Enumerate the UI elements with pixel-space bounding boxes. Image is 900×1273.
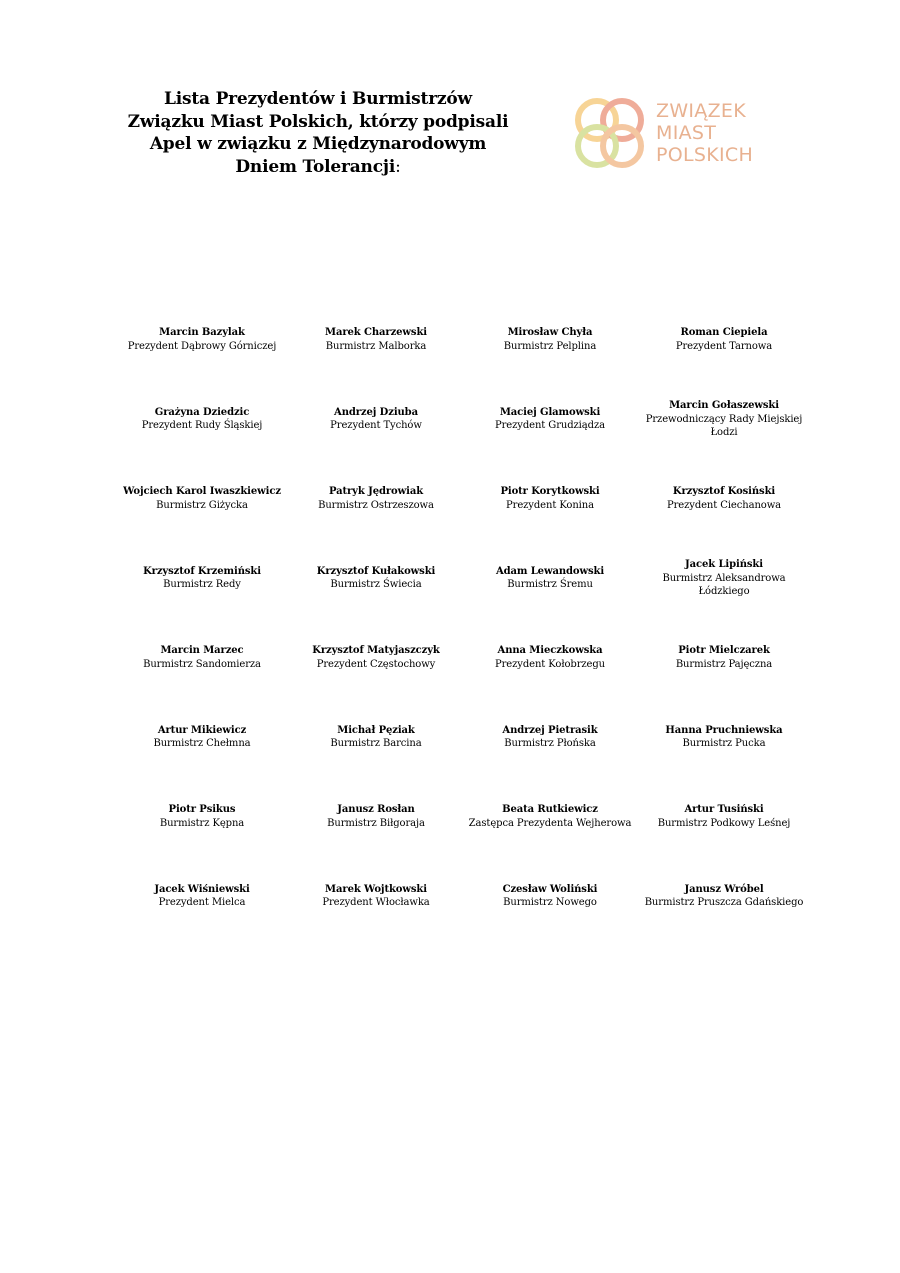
signatory-entry bbox=[115, 857, 289, 937]
signatory-entry bbox=[115, 698, 289, 778]
signatory-name: Piotr Korytkowski bbox=[500, 486, 600, 498]
signatory-name: Janusz Wróbel bbox=[684, 883, 764, 895]
signatory-name: Patryk Jędrowiak bbox=[328, 486, 424, 498]
interlocking-rings-icon bbox=[570, 94, 654, 176]
signatory-name: Artur Mikiewicz bbox=[157, 724, 247, 736]
signatory-role: Prezydent Mielca bbox=[158, 897, 246, 909]
signatory-entry bbox=[115, 459, 289, 539]
signatory-name: Marcin Bazylak bbox=[159, 327, 245, 339]
signatory-entry bbox=[463, 857, 637, 937]
signatory-role: Burmistrz Nowego bbox=[503, 897, 597, 909]
signatory-role: Prezydent Tychów bbox=[330, 420, 422, 432]
signatory-entry bbox=[289, 539, 463, 619]
logo-line-2: MIAST bbox=[656, 122, 717, 144]
signatory-entry bbox=[637, 618, 811, 698]
signatory-name: Grażyna Dziedzic bbox=[154, 406, 250, 418]
signatory-role: Burmistrz Kępna bbox=[159, 817, 245, 829]
signatory-name: Marek Wojtkowski bbox=[325, 883, 427, 895]
signatory-entry bbox=[463, 380, 637, 460]
signatory-role: Burmistrz Pucka bbox=[682, 738, 766, 750]
signatory-role: Prezydent Konina bbox=[506, 499, 594, 511]
signatory-name: Andrzej Dziuba bbox=[334, 406, 418, 418]
signatory-entry bbox=[289, 618, 463, 698]
signatory-entry bbox=[289, 777, 463, 857]
signatory-role: Burmistrz Pelplina bbox=[503, 340, 597, 352]
signatory-role: Zastępca Prezydenta Wejherowa bbox=[468, 817, 632, 829]
signatory-role: Burmistrz Malborka bbox=[325, 340, 427, 352]
signatory-name: Krzysztof Kosiński bbox=[672, 486, 776, 498]
signatory-role: Burmistrz Ostrzeszowa bbox=[318, 499, 434, 511]
signatory-name: Michał Pęziak bbox=[337, 724, 415, 736]
signatory-role: Burmistrz Podkowy Leśnej bbox=[657, 817, 791, 829]
signatory-role: Prezydent Kołobrzegu bbox=[495, 658, 605, 670]
signatory-role: Przewodniczący Rady Miejskiej Łodzi bbox=[645, 413, 803, 438]
signatory-name: Janusz Rosłan bbox=[337, 804, 415, 816]
signatory-name: Artur Tusiński bbox=[684, 804, 764, 816]
signatory-entry bbox=[463, 459, 637, 539]
signatory-role: Burmistrz Redy bbox=[163, 579, 241, 591]
signatory-name: Mirosław Chyła bbox=[507, 327, 593, 339]
signatory-name: Krzysztof Matyjaszczyk bbox=[312, 645, 440, 657]
signatory-entry bbox=[637, 777, 811, 857]
signatory-entry bbox=[463, 618, 637, 698]
signatory-entry bbox=[637, 300, 811, 380]
signatory-role: Prezydent Częstochowy bbox=[316, 658, 436, 670]
signatory-entry bbox=[637, 539, 811, 619]
signatory-role: Burmistrz Pajęczna bbox=[675, 658, 773, 670]
signatory-role: Prezydent Rudy Śląskiej bbox=[141, 420, 263, 432]
signatory-entry bbox=[289, 698, 463, 778]
zmp-logo bbox=[570, 94, 760, 176]
title-colon: : bbox=[395, 156, 401, 177]
signatories-grid bbox=[115, 300, 815, 936]
title-line-4-text: Dniem Tolerancji bbox=[235, 156, 396, 177]
signatory-name: Krzysztof Kułakowski bbox=[316, 565, 436, 577]
signatory-entry bbox=[637, 459, 811, 539]
signatory-role: Burmistrz Biłgoraja bbox=[327, 817, 425, 829]
signatory-name: Roman Ciepiela bbox=[680, 327, 768, 339]
signatory-entry bbox=[115, 777, 289, 857]
signatory-entry bbox=[463, 777, 637, 857]
signatory-entry bbox=[637, 857, 811, 937]
signatory-role: Burmistrz Świecia bbox=[330, 579, 422, 591]
signatory-name: Czesław Woliński bbox=[502, 883, 598, 895]
signatory-role: Burmistrz Aleksandrowa Łódzkiego bbox=[662, 572, 786, 597]
signatory-name: Marcin Marzec bbox=[160, 645, 244, 657]
signatory-entry bbox=[289, 380, 463, 460]
signatory-entry bbox=[115, 380, 289, 460]
signatory-entry bbox=[115, 539, 289, 619]
signatory-role: Prezydent Tarnowa bbox=[675, 340, 773, 352]
signatory-role: Burmistrz Pruszcza Gdańskiego bbox=[644, 897, 804, 909]
signatory-name: Beata Rutkiewicz bbox=[502, 804, 598, 816]
signatory-role: Burmistrz Chełmna bbox=[153, 738, 251, 750]
signatory-entry bbox=[637, 380, 811, 460]
signatory-role: Prezydent Włocławka bbox=[322, 897, 430, 909]
signatory-role: Burmistrz Sandomierza bbox=[143, 658, 261, 670]
signatory-name: Hanna Pruchniewska bbox=[665, 724, 783, 736]
signatory-name: Anna Mieczkowska bbox=[497, 645, 603, 657]
logo-line-3: POLSKICH bbox=[656, 144, 754, 166]
signatory-role: Burmistrz Barcina bbox=[330, 738, 422, 750]
signatory-name: Marek Charzewski bbox=[325, 327, 427, 339]
signatory-name: Wojciech Karol Iwaszkiewicz bbox=[123, 486, 281, 498]
signatory-entry bbox=[289, 857, 463, 937]
signatory-role: Prezydent Ciechanowa bbox=[666, 499, 782, 511]
signatory-name: Piotr Mielczarek bbox=[678, 645, 770, 657]
signatory-entry bbox=[463, 539, 637, 619]
signatory-name: Andrzej Pietrasik bbox=[502, 724, 598, 736]
signatory-name: Jacek Lipiński bbox=[685, 559, 763, 570]
signatory-role: Burmistrz Śremu bbox=[507, 579, 593, 591]
signatory-entry bbox=[115, 300, 289, 380]
signatory-role: Prezydent Dąbrowy Górniczej bbox=[127, 340, 277, 352]
signatory-entry bbox=[289, 459, 463, 539]
signatory-role: Burmistrz Płońska bbox=[504, 738, 596, 750]
title-line-1: Lista Prezydentów i Burmistrzów bbox=[164, 89, 472, 109]
title-line-4 bbox=[118, 156, 518, 179]
signatory-entry bbox=[115, 618, 289, 698]
signatory-entry bbox=[463, 698, 637, 778]
signatory-name: Maciej Glamowski bbox=[499, 406, 601, 418]
signatory-role: Burmistrz Giżycka bbox=[156, 499, 248, 511]
signatory-name: Krzysztof Krzemiński bbox=[143, 565, 261, 577]
document-title bbox=[118, 88, 518, 178]
title-line-2: Związku Miast Polskich, którzy podpisali bbox=[127, 111, 509, 132]
logo-line-1: ZWIĄZEK bbox=[656, 100, 746, 122]
signatory-role: Prezydent Grudziądza bbox=[495, 420, 605, 432]
logo-wordmark bbox=[656, 100, 753, 166]
signatory-entry bbox=[289, 300, 463, 380]
signatory-entry bbox=[463, 300, 637, 380]
title-line-3: Apel w związku z Międzynarodowym bbox=[149, 134, 487, 154]
signatory-name: Marcin Gołaszewski bbox=[669, 400, 779, 411]
signatory-name: Piotr Psikus bbox=[168, 804, 236, 816]
signatory-name: Adam Lewandowski bbox=[495, 565, 605, 577]
signatory-entry bbox=[637, 698, 811, 778]
signatory-name: Jacek Wiśniewski bbox=[154, 883, 250, 895]
